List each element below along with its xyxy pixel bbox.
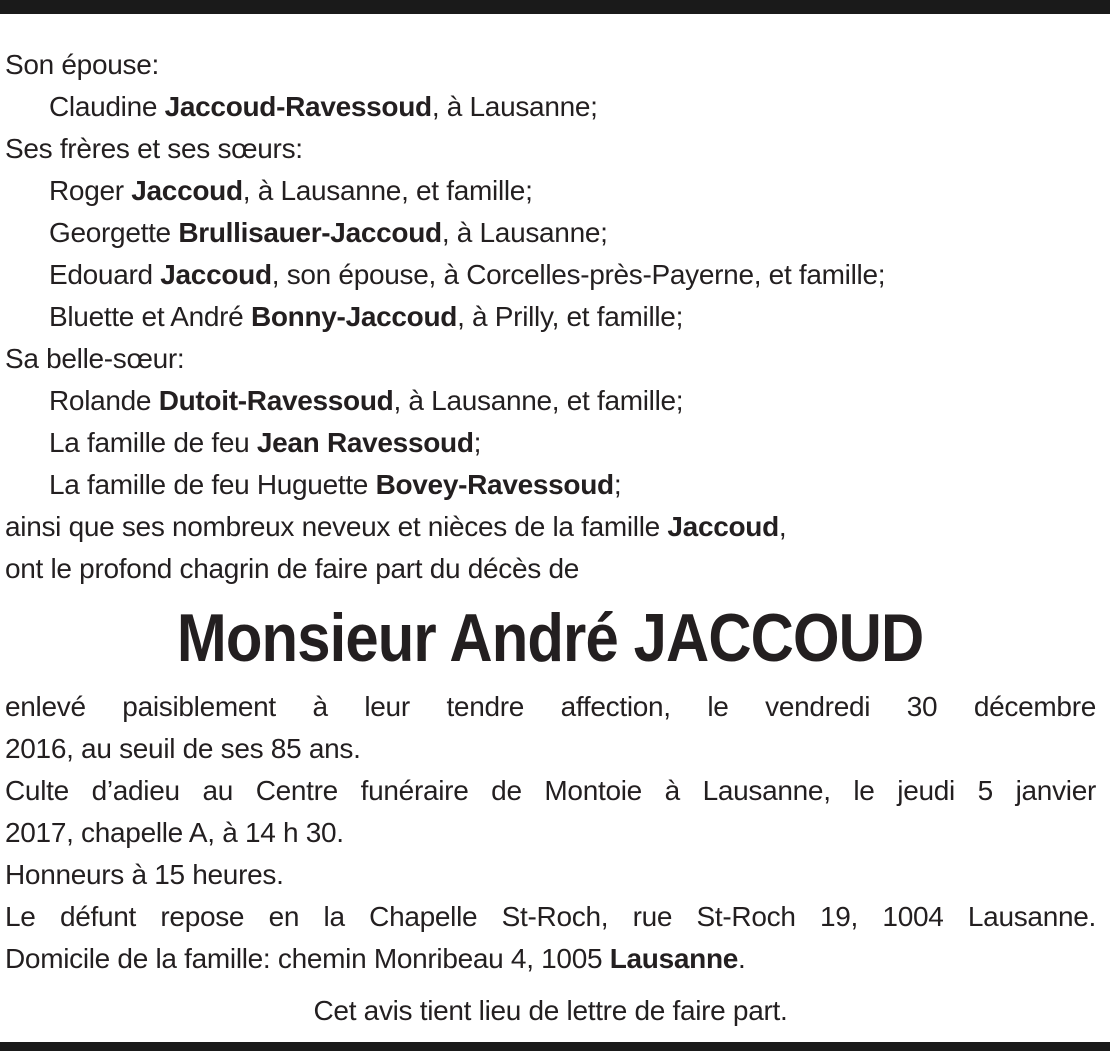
bottom-rule (0, 1042, 1110, 1051)
notice-text: La famille de feu (49, 427, 257, 458)
notice-text: Domicile de la famille: chemin Monribeau 4, 1005 (5, 943, 610, 974)
family-name: Jaccoud (131, 175, 243, 206)
notice-line (5, 338, 1096, 380)
notice-text: enlevé paisiblement à leur tendre affection, le vendredi 30 décembre (5, 691, 1096, 722)
notice-line (5, 812, 1096, 854)
notice-text: ; (473, 427, 482, 458)
family-name: Jaccoud (160, 259, 272, 290)
notice-line (5, 464, 1096, 506)
notice-text: . (738, 943, 746, 974)
notice-line (5, 212, 1096, 254)
family-name: Bovey-Ravessoud (375, 469, 614, 500)
notice-line (5, 686, 1096, 728)
notice-line (5, 86, 1096, 128)
notice-line (5, 896, 1096, 938)
notice-line (5, 770, 1096, 812)
notice-text: , à Lausanne; (441, 217, 608, 248)
notice-text: Roger (49, 175, 132, 206)
notice-text: Culte d’adieu au Centre funéraire de Montoie à Lausanne, le jeudi 5 janvier (5, 775, 1096, 806)
notice-text: Sa belle-sœur: (5, 343, 185, 374)
family-name: Bonny-Jaccoud (250, 301, 458, 332)
notice-text: Rolande (49, 385, 159, 416)
closing-line: Cet avis tient lieu de lettre de faire part. (313, 995, 788, 1026)
notice-line (5, 170, 1096, 212)
notice-text: Claudine (49, 91, 165, 122)
notice-text: , à Lausanne, et famille; (393, 385, 684, 416)
notice-line (5, 854, 1096, 896)
notice-text: Edouard (49, 259, 161, 290)
notice-text: Le défunt repose en la Chapelle St-Roch, rue St-Roch 19, 1004 Lausanne. (5, 901, 1096, 932)
notice-line (5, 44, 1096, 86)
family-name: Dutoit-Ravessoud (158, 385, 394, 416)
notice-line (5, 422, 1096, 464)
death-notice (0, 14, 1110, 1032)
notice-text: Honneurs à 15 heures. (5, 859, 284, 890)
notice-text: , son épouse, à Corcelles-près-Payerne, et famille; (271, 259, 886, 290)
notice-text: ; (613, 469, 622, 500)
notice-text: La famille de feu Huguette (49, 469, 376, 500)
notice-text: Son épouse: (5, 49, 159, 80)
funeral-details (5, 686, 1096, 980)
notice-text: , à Prilly, et famille; (457, 301, 684, 332)
notice-line (5, 380, 1096, 422)
notice-text: ont le profond chagrin de faire part du décès de (5, 553, 579, 584)
notice-line (5, 506, 1096, 548)
notice-line (5, 296, 1096, 338)
notice-text: Bluette et André (49, 301, 251, 332)
family-name: Jaccoud (667, 511, 779, 542)
notice-line (5, 728, 1096, 770)
family-list (5, 44, 1096, 590)
title-row (5, 590, 1096, 686)
family-name: Brullisauer-Jaccoud (178, 217, 442, 248)
notice-line (5, 938, 1096, 980)
notice-text: 2017, chapelle A, à 14 h 30. (5, 817, 344, 848)
family-name: Jaccoud-Ravessoud (164, 91, 432, 122)
notice-text: , à Lausanne, et famille; (242, 175, 533, 206)
family-name: Jean Ravessoud (256, 427, 474, 458)
notice-line (5, 128, 1096, 170)
notice-text: Georgette (49, 217, 179, 248)
notice-text: 2016, au seuil de ses 85 ans. (5, 733, 361, 764)
notice-text: Ses frères et ses sœurs: (5, 133, 303, 164)
notice-text: , (778, 511, 787, 542)
deceased-name-title: Monsieur André JACCOUD (177, 600, 924, 676)
top-rule (0, 0, 1110, 14)
notice-line (5, 548, 1096, 590)
notice-text: , à Lausanne; (431, 91, 598, 122)
notice-text: ainsi que ses nombreux neveux et nièces de la famille (5, 511, 668, 542)
notice-line (5, 254, 1096, 296)
family-name: Lausanne (609, 943, 739, 974)
